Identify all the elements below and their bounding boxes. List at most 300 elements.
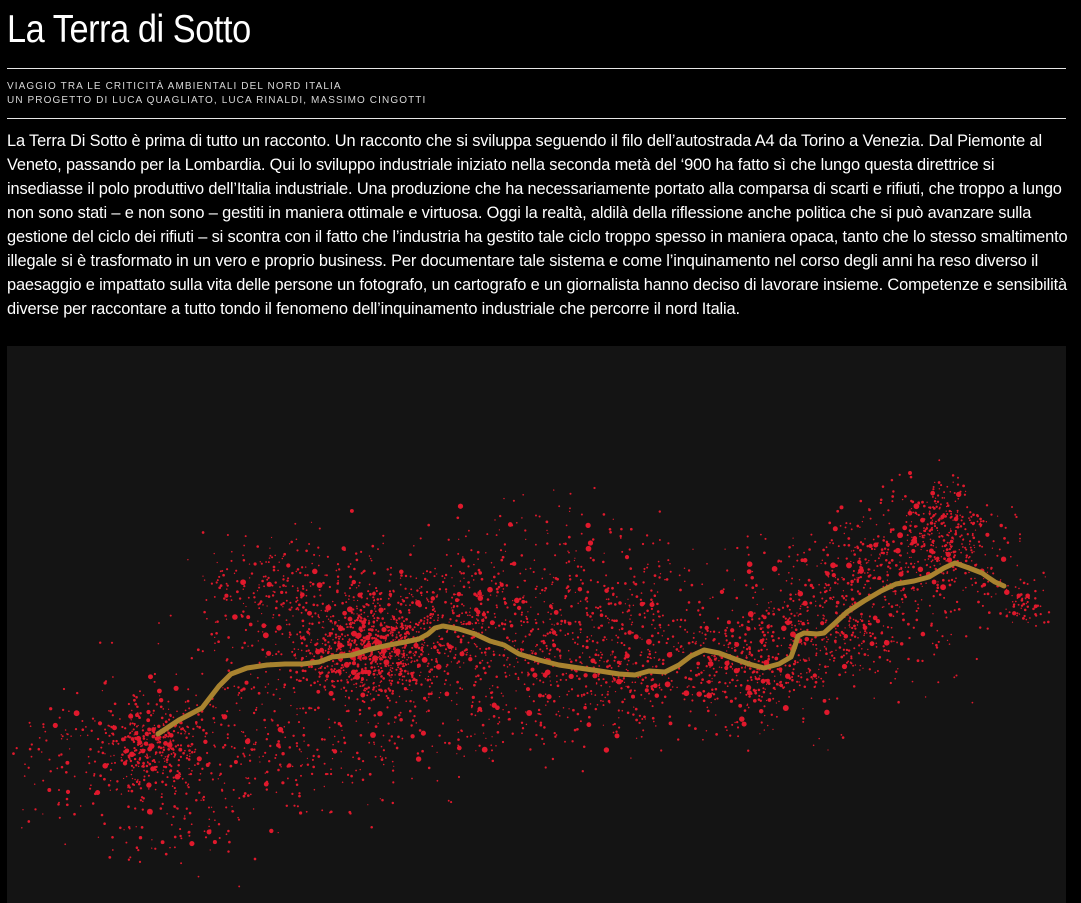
pollution-site-dot <box>872 603 874 605</box>
pollution-site-dot <box>282 606 283 607</box>
pollution-site-dot <box>39 737 41 739</box>
pollution-site-dot <box>969 519 971 521</box>
pollution-site-dot <box>970 522 972 524</box>
pollution-site-dot <box>631 594 633 596</box>
pollution-site-dot <box>426 598 427 599</box>
pollution-site-dot <box>180 837 182 839</box>
pollution-site-dot <box>883 514 885 516</box>
pollution-site-dot <box>202 531 205 534</box>
pollution-site-dot <box>539 680 541 682</box>
pollution-site-dot <box>337 580 339 582</box>
pollution-site-dot <box>939 507 941 509</box>
pollution-site-dot <box>128 714 133 719</box>
pollution-site-dot <box>367 691 369 693</box>
pollution-site-dot <box>508 711 510 713</box>
pollution-site-dot <box>274 581 276 583</box>
pollution-site-dot <box>401 653 402 654</box>
pollution-site-dot <box>620 661 622 663</box>
pollution-site-dot <box>950 530 952 532</box>
pollution-site-dot <box>265 575 267 577</box>
pollution-site-dot <box>912 566 915 569</box>
pollution-site-dot <box>744 633 747 636</box>
pollution-site-dot <box>946 486 948 488</box>
pollution-site-dot <box>444 601 447 604</box>
pollution-site-dot <box>266 771 269 774</box>
pollution-site-dot <box>593 676 595 678</box>
pollution-site-dot <box>417 666 419 668</box>
pollution-site-dot <box>799 579 800 580</box>
pollution-site-dot <box>551 624 552 625</box>
pollution-site-dot <box>501 622 503 624</box>
pollution-site-dot <box>301 650 303 652</box>
pollution-site-dot <box>868 544 872 548</box>
pollution-site-dot <box>760 534 762 536</box>
pollution-site-dot <box>943 550 945 552</box>
pollution-site-dot <box>436 649 438 651</box>
pollution-site-dot <box>251 572 253 574</box>
pollution-site-dot <box>324 644 326 646</box>
pollution-site-dot <box>950 528 951 529</box>
pollution-site-dot <box>953 569 955 571</box>
pollution-site-dot <box>469 612 470 613</box>
pollution-site-dot <box>217 562 218 563</box>
pollution-site-dot <box>539 648 541 650</box>
pollution-site-dot <box>88 756 90 758</box>
pollution-site-dot <box>955 577 957 579</box>
pollution-site-dot <box>374 613 375 614</box>
pollution-site-dot <box>81 720 83 722</box>
pollution-site-dot <box>521 517 523 519</box>
pollution-site-dot <box>791 583 793 585</box>
pollution-site-dot <box>779 685 780 686</box>
pollution-site-dot <box>413 653 414 654</box>
pollution-site-dot <box>24 763 26 765</box>
pollution-site-dot <box>860 500 863 503</box>
pollution-site-dot <box>799 684 801 686</box>
pollution-site-dot <box>617 582 619 584</box>
pollution-site-dot <box>701 583 703 585</box>
pollution-site-dot <box>592 640 594 642</box>
pollution-site-dot <box>244 747 246 749</box>
pollution-site-dot <box>202 729 205 732</box>
pollution-site-dot <box>441 637 444 640</box>
pollution-site-dot <box>541 589 543 591</box>
pollution-site-dot <box>302 669 305 672</box>
pollution-site-dot <box>923 528 924 529</box>
pollution-site-dot <box>656 603 659 606</box>
pollution-site-dot <box>392 662 394 664</box>
pollution-site-dot <box>57 803 60 806</box>
pollution-site-dot <box>921 501 924 504</box>
pollution-site-dot <box>213 840 217 844</box>
pollution-site-dot <box>524 683 526 685</box>
pollution-site-dot <box>420 537 422 539</box>
pollution-site-dot <box>188 707 190 709</box>
pollution-site-dot <box>621 701 624 704</box>
pollution-site-dot <box>300 591 301 592</box>
pollution-site-dot <box>485 696 487 698</box>
pollution-site-dot <box>354 677 355 678</box>
pollution-site-dot <box>526 621 528 623</box>
pollution-site-dot <box>456 516 459 519</box>
pollution-site-dot <box>412 680 413 681</box>
pollution-site-dot <box>261 580 264 583</box>
pollution-site-dot <box>246 615 250 619</box>
pollution-site-dot <box>408 663 410 665</box>
pollution-site-dot <box>603 704 605 706</box>
pollution-site-dot <box>186 808 188 810</box>
pollution-site-dot <box>962 546 964 548</box>
pollution-site-dot <box>436 573 437 574</box>
pollution-site-dot <box>1035 625 1037 627</box>
pollution-site-dot <box>160 807 163 810</box>
pollution-site-dot <box>1047 621 1050 624</box>
pollution-site-dot <box>364 683 365 684</box>
pollution-site-dot <box>460 572 462 574</box>
pollution-site-dot <box>374 666 376 668</box>
pollution-site-dot <box>365 635 370 640</box>
pollution-site-dot <box>163 746 165 748</box>
pollution-site-dot <box>669 715 672 718</box>
pollution-site-dot <box>155 789 157 791</box>
pollution-site-dot <box>373 599 375 601</box>
pollution-site-dot <box>831 570 833 572</box>
pollution-site-dot <box>382 535 384 537</box>
pollution-site-dot <box>100 747 102 749</box>
pollution-site-dot <box>124 736 127 739</box>
pollution-site-dot <box>855 664 856 665</box>
pollution-site-dot <box>372 625 374 627</box>
pollution-site-dot <box>643 568 645 570</box>
pollution-site-dot <box>552 758 554 760</box>
pollution-site-dot <box>367 616 368 617</box>
pollution-site-dot <box>634 681 636 683</box>
pollution-site-dot <box>159 751 162 754</box>
pollution-site-dot <box>654 574 657 577</box>
pollution-site-dot <box>402 647 403 648</box>
pollution-site-dot <box>384 691 386 693</box>
pollution-site-dot <box>498 723 500 725</box>
pollution-site-dot <box>261 623 266 628</box>
pollution-site-dot <box>550 613 552 615</box>
pollution-site-dot <box>131 774 133 776</box>
pollution-site-dot <box>355 552 357 554</box>
pollution-site-dot <box>391 680 393 682</box>
pollution-site-dot <box>1007 585 1009 587</box>
pollution-site-dot <box>768 698 772 702</box>
pollution-site-dot <box>145 756 147 758</box>
pollution-site-dot <box>438 652 441 655</box>
pollution-site-dot <box>150 714 152 716</box>
pollution-site-dot <box>396 608 397 609</box>
pollution-site-dot <box>279 763 281 765</box>
pollution-site-dot <box>738 704 742 708</box>
pollution-site-dot <box>365 603 368 606</box>
pollution-site-dot <box>702 739 704 741</box>
pollution-site-dot <box>757 604 758 605</box>
pollution-site-dot <box>783 637 785 639</box>
pollution-site-dot <box>598 678 600 680</box>
pollution-site-dot <box>735 685 737 687</box>
pollution-site-dot <box>346 679 348 681</box>
pollution-site-dot <box>198 792 200 794</box>
pollution-site-dot <box>711 692 713 694</box>
pollution-site-dot <box>363 701 365 703</box>
pollution-site-dot <box>556 578 559 581</box>
pollution-site-dot <box>1022 617 1025 620</box>
pollution-site-dot <box>371 699 373 701</box>
pollution-site-dot <box>772 566 778 572</box>
pollution-site-dot <box>873 539 875 541</box>
pollution-site-dot <box>939 488 940 489</box>
pollution-site-dot <box>602 700 604 702</box>
pollution-site-dot <box>296 784 299 787</box>
pollution-site-dot <box>460 729 462 731</box>
pollution-site-dot <box>794 625 796 627</box>
pollution-site-dot <box>384 622 386 624</box>
pollution-site-dot <box>280 766 282 768</box>
pollution-site-dot <box>576 675 578 677</box>
pollution-site-dot <box>1025 593 1030 598</box>
pollution-site-dot <box>305 566 306 567</box>
pollution-site-dot <box>149 756 150 757</box>
pollution-site-dot <box>389 680 391 682</box>
pollution-site-dot <box>253 686 255 688</box>
pollution-site-dot <box>525 539 526 540</box>
pollution-site-dot <box>926 502 927 503</box>
pollution-site-dot <box>343 687 345 689</box>
pollution-site-dot <box>513 666 514 667</box>
pollution-site-dot <box>89 788 91 790</box>
pollution-site-dot <box>226 599 228 601</box>
pollution-site-dot <box>381 627 386 632</box>
pollution-site-dot <box>471 616 473 618</box>
pollution-site-dot <box>381 655 382 656</box>
pollution-site-dot <box>495 745 497 747</box>
pollution-site-dot <box>406 659 407 660</box>
pollution-site-dot <box>909 544 911 546</box>
pollution-site-dot <box>957 515 958 516</box>
pollution-site-dot <box>835 577 836 578</box>
pollution-site-dot <box>434 568 436 570</box>
pollution-site-dot <box>619 535 621 537</box>
pollution-site-dot <box>325 650 327 652</box>
pollution-site-dot <box>732 610 734 612</box>
pollution-site-dot <box>521 672 523 674</box>
pollution-site-dot <box>883 645 885 647</box>
pollution-site-dot <box>227 584 229 586</box>
pollution-site-dot <box>526 687 530 691</box>
pollution-site-dot <box>824 601 826 603</box>
pollution-site-dot <box>907 540 908 541</box>
pollution-site-dot <box>754 658 756 660</box>
pollution-site-dot <box>762 631 765 634</box>
pollution-site-dot <box>276 688 278 690</box>
pollution-site-dot <box>514 640 516 642</box>
pollution-site-dot <box>380 610 382 612</box>
pollution-site-dot <box>295 657 296 658</box>
pollution-site-dot <box>604 636 606 638</box>
pollution-site-dot <box>843 654 845 656</box>
pollution-site-dot <box>380 667 382 669</box>
pollution-site-dot <box>826 636 828 638</box>
pollution-site-dot <box>724 629 727 632</box>
pollution-site-dot <box>101 741 104 744</box>
pollution-site-dot <box>334 668 336 670</box>
pollution-sites-layer <box>12 459 1050 887</box>
pollution-site-dot <box>179 828 181 830</box>
pollution-site-dot <box>929 506 931 508</box>
pollution-site-dot <box>226 568 228 570</box>
pollution-site-dot <box>937 681 939 683</box>
pollution-site-dot <box>789 677 792 680</box>
pollution-site-dot <box>910 500 912 502</box>
pollution-site-dot <box>873 542 878 547</box>
pollution-site-dot <box>908 471 912 475</box>
pollution-site-dot <box>372 620 375 623</box>
pollution-site-dot <box>696 691 701 696</box>
pollution-site-dot <box>128 756 131 759</box>
pollution-site-dot <box>488 719 489 720</box>
pollution-site-dot <box>618 709 620 711</box>
pollution-site-dot <box>137 779 139 781</box>
pollution-site-dot <box>99 774 102 777</box>
pollution-site-dot <box>495 583 497 585</box>
pollution-site-dot <box>306 595 308 597</box>
pollution-site-dot <box>546 647 548 649</box>
pollution-site-dot <box>60 753 62 755</box>
pollution-site-dot <box>318 652 320 654</box>
pollution-site-dot <box>863 635 865 637</box>
pollution-site-dot <box>281 752 284 755</box>
pollution-site-dot <box>702 632 703 633</box>
pollution-site-dot <box>429 686 431 688</box>
pollution-site-dot <box>456 753 457 754</box>
pollution-site-dot <box>814 541 816 543</box>
pollution-site-dot <box>988 611 991 614</box>
pollution-site-dot <box>506 659 508 661</box>
pollution-site-dot <box>308 666 310 668</box>
pollution-site-dot <box>572 638 574 640</box>
pollution-site-dot <box>156 703 158 705</box>
pollution-site-dot <box>185 782 187 784</box>
pollution-site-dot <box>65 761 69 765</box>
pollution-site-dot <box>420 592 423 595</box>
pollution-site-dot <box>463 623 465 625</box>
pollution-site-dot <box>625 686 626 687</box>
pollution-site-dot <box>613 660 615 662</box>
pollution-site-dot <box>850 583 852 585</box>
pollution-site-dot <box>847 537 850 540</box>
pollution-site-dot <box>353 568 356 571</box>
pollution-site-dot <box>366 694 368 696</box>
pollution-site-dot <box>760 655 763 658</box>
pollution-site-dot <box>582 645 584 647</box>
pollution-site-dot <box>444 670 446 672</box>
pollution-site-dot <box>781 645 782 646</box>
pollution-site-dot <box>361 572 363 574</box>
pollution-site-dot <box>798 591 804 597</box>
pollution-site-dot <box>114 762 116 764</box>
pollution-site-dot <box>1048 611 1050 613</box>
pollution-site-dot <box>853 550 855 552</box>
pollution-site-dot <box>965 587 967 589</box>
pollution-site-dot <box>212 778 214 780</box>
pollution-site-dot <box>908 566 910 568</box>
pollution-site-dot <box>391 692 394 695</box>
pollution-site-dot <box>806 678 809 681</box>
pollution-site-dot <box>47 788 51 792</box>
pollution-site-dot <box>119 718 121 720</box>
pollution-site-dot <box>887 626 889 628</box>
pollution-site-dot <box>984 554 986 556</box>
pollution-site-dot <box>899 561 900 562</box>
pollution-site-dot <box>836 605 838 607</box>
pollution-site-dot <box>445 692 450 697</box>
pollution-site-dot <box>816 648 818 650</box>
pollution-site-dot <box>148 788 150 790</box>
pollution-site-dot <box>792 545 794 547</box>
pollution-site-dot <box>543 568 545 570</box>
pollution-site-dot <box>820 563 821 564</box>
pollution-site-dot <box>121 753 124 756</box>
pollution-site-dot <box>377 694 379 696</box>
pollution-site-dot <box>447 644 452 649</box>
pollution-site-dot <box>625 603 626 604</box>
pollution-site-dot <box>1034 597 1036 599</box>
pollution-site-dot <box>30 725 32 727</box>
pollution-site-dot <box>1018 588 1020 590</box>
pollution-site-dot <box>700 682 702 684</box>
pollution-site-dot <box>242 731 244 733</box>
pollution-site-dot <box>900 542 903 545</box>
pollution-site-dot <box>627 599 628 600</box>
pollution-site-dot <box>273 710 275 712</box>
pollution-site-dot <box>825 590 827 592</box>
pollution-site-dot <box>845 526 847 528</box>
pollution-site-dot <box>762 687 764 689</box>
pollution-site-dot <box>136 705 139 708</box>
pollution-site-dot <box>523 621 525 623</box>
pollution-site-dot <box>179 723 181 725</box>
pollution-site-dot <box>337 741 339 743</box>
pollution-site-dot <box>765 689 766 690</box>
pollution-site-dot <box>445 679 447 681</box>
pollution-site-dot <box>958 608 961 611</box>
pollution-site-dot <box>324 763 326 765</box>
pollution-site-dot <box>458 539 459 540</box>
pollution-site-dot <box>693 637 695 639</box>
pollution-map[interactable] <box>7 346 1066 903</box>
pollution-site-dot <box>1020 593 1023 596</box>
pollution-site-dot <box>386 568 388 570</box>
pollution-site-dot <box>399 635 401 637</box>
pollution-site-dot <box>822 549 825 552</box>
pollution-site-dot <box>601 625 603 627</box>
pollution-site-dot <box>911 549 915 553</box>
pollution-site-dot <box>259 602 261 604</box>
pollution-site-dot <box>737 621 740 624</box>
pollution-site-dot <box>566 694 568 696</box>
pollution-site-dot <box>301 657 304 660</box>
pollution-site-dot <box>378 666 379 667</box>
pollution-site-dot <box>292 641 294 643</box>
pollution-site-dot <box>190 746 191 747</box>
pollution-site-dot <box>380 622 382 624</box>
pollution-site-dot <box>112 725 117 730</box>
pollution-site-dot <box>457 592 462 597</box>
pollution-site-dot <box>359 713 361 715</box>
